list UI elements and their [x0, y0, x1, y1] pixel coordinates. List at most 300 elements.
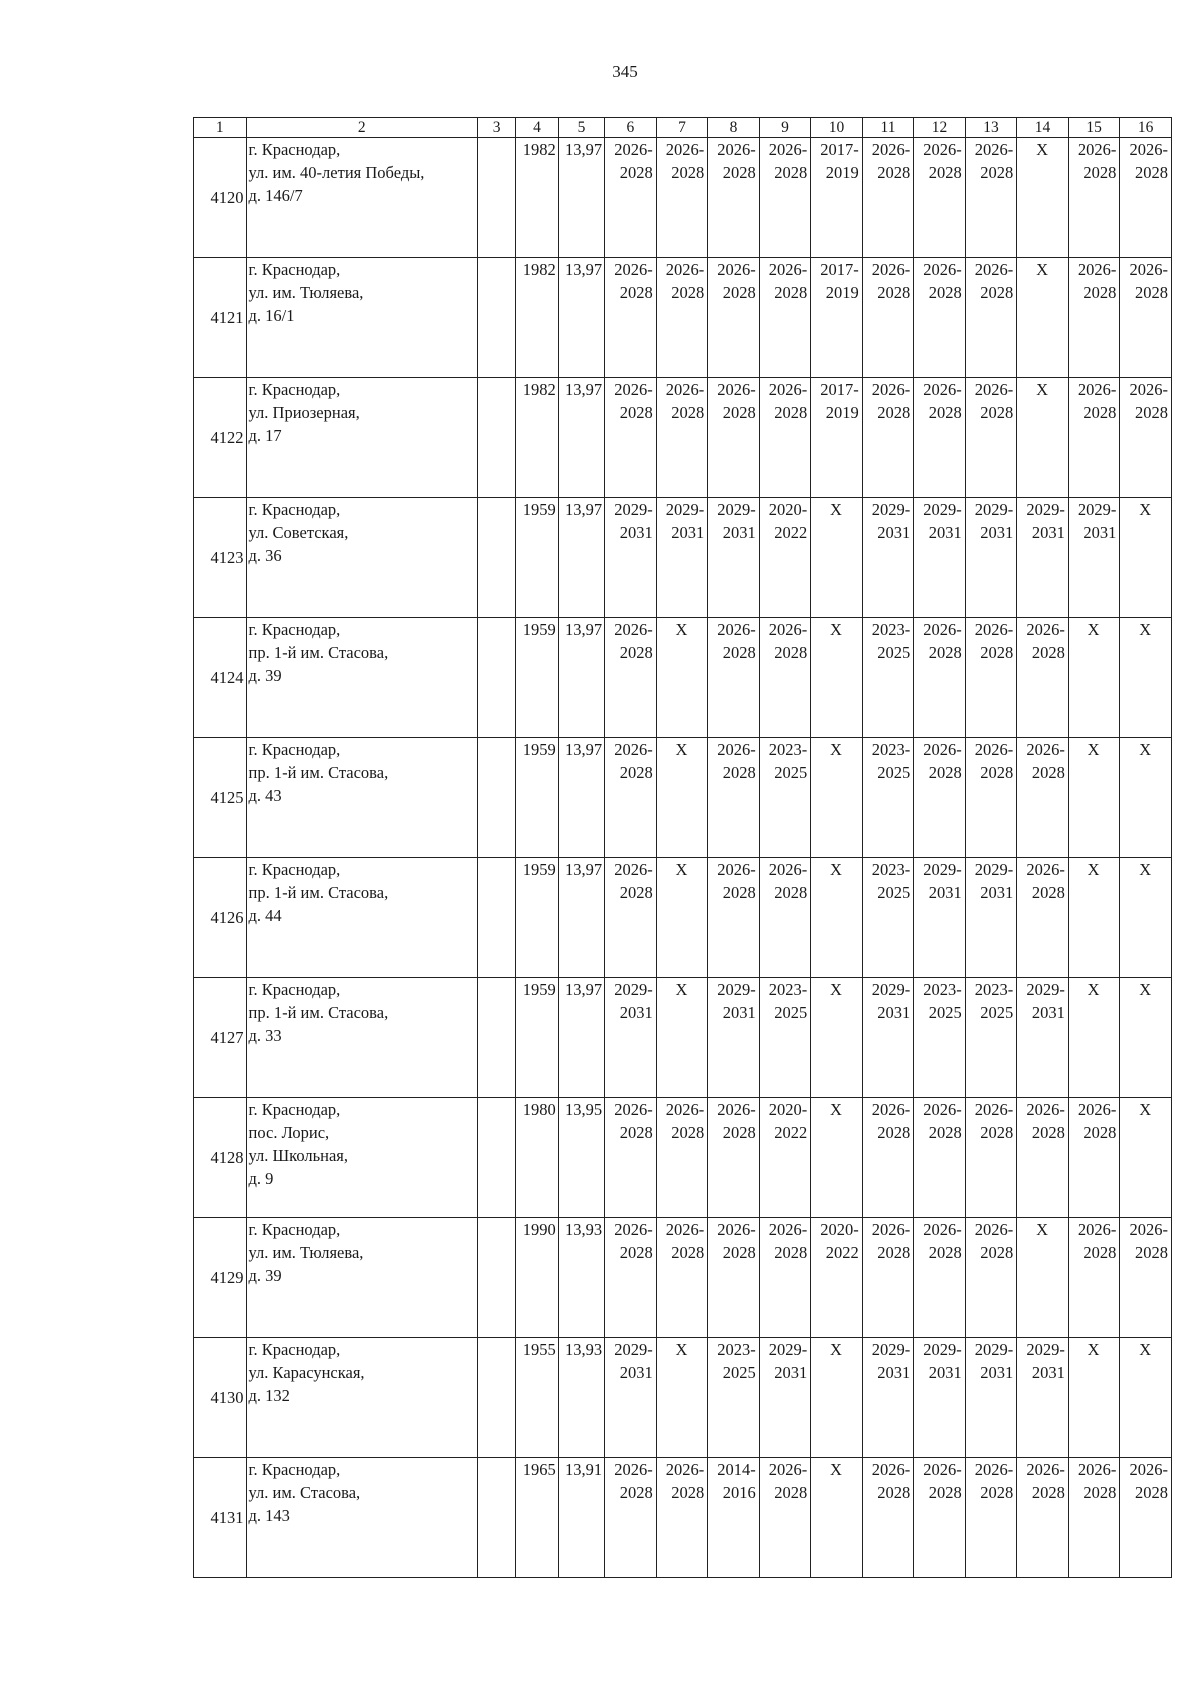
row-number-cell: [194, 1338, 247, 1458]
period-cell-text: X: [830, 1340, 842, 1359]
period-cell: [656, 858, 708, 978]
period-cell: [1068, 138, 1120, 258]
period-cell: [811, 618, 863, 738]
period-cell: [1068, 258, 1120, 378]
period-cell-text: 2026- 2028: [614, 1100, 653, 1142]
column-3-cell: [477, 1338, 515, 1458]
period-cell-text: 2029- 2031: [614, 500, 653, 542]
period-cell: [708, 258, 760, 378]
wear-cell-text: 13,93: [565, 1220, 603, 1239]
header-row: [194, 118, 1172, 138]
column-3-cell: [477, 498, 515, 618]
period-cell-text: 2026- 2028: [1129, 1220, 1168, 1262]
period-cell: [965, 1338, 1017, 1458]
address-cell: [246, 138, 477, 258]
period-cell-text: X: [675, 620, 688, 639]
wear-cell-text: 13,97: [565, 620, 603, 639]
period-cell: [914, 258, 966, 378]
period-cell: [708, 1338, 760, 1458]
address-cell-text: г. Краснодар, ул. им. Тюляева, д. 39: [248, 1220, 364, 1285]
period-cell: [708, 618, 760, 738]
period-cell: [811, 978, 863, 1098]
row-number-cell-text: 4127: [210, 1028, 244, 1047]
period-cell: [965, 138, 1017, 258]
table-row: [194, 1338, 1172, 1458]
period-cell: [1068, 1098, 1120, 1218]
period-cell-text: 2026- 2028: [614, 740, 653, 782]
period-cell-text: 2026- 2028: [871, 1460, 911, 1502]
period-cell: [1017, 1458, 1069, 1578]
period-cell-text: 2026- 2028: [717, 260, 756, 302]
period-cell-text: 2029- 2031: [1026, 980, 1065, 1022]
row-number-cell: [194, 858, 247, 978]
period-cell-text: 2029- 2031: [871, 980, 911, 1022]
address-cell-text: г. Краснодар, пр. 1-й им. Стасова, д. 43: [248, 740, 389, 805]
period-cell-text: 2017- 2019: [820, 380, 859, 422]
period-cell-text: 2029- 2031: [974, 860, 1014, 902]
period-cell-text: 2026- 2028: [974, 1220, 1014, 1262]
period-cell-text: 2026- 2028: [871, 140, 911, 182]
period-cell: [1068, 858, 1120, 978]
period-cell: [965, 378, 1017, 498]
wear-cell-text: 13,97: [565, 980, 603, 999]
period-cell-text: 2026- 2028: [974, 740, 1014, 782]
period-cell-text: X: [1139, 500, 1152, 519]
period-cell-text: 2026- 2028: [768, 1220, 808, 1262]
period-cell: [914, 378, 966, 498]
period-cell: [914, 1098, 966, 1218]
period-cell-text: 2026- 2028: [768, 140, 808, 182]
address-cell-text: г. Краснодар, пр. 1-й им. Стасова, д. 44: [248, 860, 389, 925]
period-cell-text: 2026- 2028: [1026, 1460, 1065, 1502]
period-cell-text: 2026- 2028: [923, 1460, 962, 1502]
period-cell-text: 2023- 2025: [871, 620, 911, 662]
period-cell: [759, 138, 811, 258]
column-header: 16: [1120, 118, 1172, 138]
column-3-cell: [477, 978, 515, 1098]
column-header: 4: [516, 118, 558, 138]
year-cell-text: 1959: [522, 740, 556, 759]
period-cell-text: X: [675, 740, 688, 759]
year-cell-text: 1982: [522, 380, 556, 399]
period-cell-text: X: [830, 500, 842, 519]
period-cell-text: 2026- 2028: [614, 1460, 653, 1502]
wear-cell: [558, 738, 604, 858]
period-cell: [1120, 858, 1172, 978]
period-cell: [708, 1218, 760, 1338]
column-header: 1: [194, 118, 247, 138]
year-cell: [516, 1098, 558, 1218]
table-row: [194, 738, 1172, 858]
wear-cell-text: 13,97: [565, 260, 603, 279]
address-cell: [246, 1098, 477, 1218]
period-cell: [862, 978, 914, 1098]
period-cell-text: 2026- 2028: [871, 1100, 911, 1142]
period-cell-text: 2026- 2028: [1077, 380, 1117, 422]
column-3-cell: [477, 138, 515, 258]
period-cell: [1068, 498, 1120, 618]
period-cell-text: 2026- 2028: [974, 380, 1014, 422]
period-cell: [1017, 258, 1069, 378]
period-cell-text: X: [1139, 1340, 1152, 1359]
period-cell: [1017, 1098, 1069, 1218]
period-cell-text: 2026- 2028: [665, 1220, 705, 1262]
year-cell-text: 1955: [522, 1340, 556, 1359]
period-cell: [759, 498, 811, 618]
wear-cell-text: 13,97: [565, 140, 603, 159]
row-number-cell: [194, 1218, 247, 1338]
period-cell: [759, 258, 811, 378]
year-cell: [516, 138, 558, 258]
period-cell-text: X: [675, 1340, 688, 1359]
period-cell: [708, 498, 760, 618]
table-row: [194, 138, 1172, 258]
row-number-cell-text: 4130: [210, 1388, 244, 1407]
period-cell-text: 2029- 2031: [871, 1340, 911, 1382]
period-cell: [862, 618, 914, 738]
period-cell: [914, 978, 966, 1098]
period-cell-text: 2023- 2025: [768, 980, 808, 1022]
period-cell: [1120, 378, 1172, 498]
column-3-cell: [477, 858, 515, 978]
address-cell-text: г. Краснодар, ул. Советская, д. 36: [248, 500, 349, 565]
period-cell: [914, 1338, 966, 1458]
period-cell-text: 2014- 2016: [717, 1460, 756, 1502]
row-number-cell: [194, 378, 247, 498]
period-cell: [1120, 1338, 1172, 1458]
period-cell-text: 2026- 2028: [717, 1100, 756, 1142]
period-cell: [1120, 1098, 1172, 1218]
wear-cell: [558, 1218, 604, 1338]
period-cell: [862, 1098, 914, 1218]
period-cell-text: X: [1087, 740, 1100, 759]
period-cell: [605, 1458, 657, 1578]
period-cell: [708, 858, 760, 978]
period-cell: [965, 258, 1017, 378]
period-cell-text: 2020- 2022: [768, 500, 808, 542]
address-cell: [246, 1218, 477, 1338]
period-cell: [811, 1458, 863, 1578]
period-cell-text: X: [1036, 260, 1049, 279]
period-cell-text: 2026- 2028: [665, 380, 705, 422]
period-cell: [811, 738, 863, 858]
period-cell-text: X: [1087, 860, 1100, 879]
period-cell: [759, 618, 811, 738]
period-cell-text: 2023- 2025: [871, 740, 911, 782]
period-cell: [862, 858, 914, 978]
period-cell: [914, 138, 966, 258]
table-row: [194, 858, 1172, 978]
row-number-cell: [194, 258, 247, 378]
period-cell-text: 2023- 2025: [717, 1340, 756, 1382]
period-cell-text: X: [675, 860, 688, 879]
period-cell: [605, 1098, 657, 1218]
period-cell-text: 2026- 2028: [665, 140, 705, 182]
table-row: [194, 618, 1172, 738]
page-number: 345: [612, 62, 638, 81]
column-header: 3: [477, 118, 515, 138]
period-cell: [605, 858, 657, 978]
period-cell: [656, 138, 708, 258]
period-cell-text: 2026- 2028: [1026, 620, 1065, 662]
row-number-cell-text: 4131: [210, 1508, 244, 1527]
period-cell-text: 2023- 2025: [768, 740, 808, 782]
column-header: 10: [811, 118, 863, 138]
row-number-cell: [194, 618, 247, 738]
column-3-cell: [477, 738, 515, 858]
address-cell: [246, 978, 477, 1098]
period-cell-text: X: [1139, 980, 1152, 999]
period-cell-text: X: [830, 1460, 842, 1479]
period-cell-text: 2026- 2028: [923, 380, 962, 422]
period-cell-text: X: [1139, 1100, 1152, 1119]
period-cell-text: 2026- 2028: [871, 380, 911, 422]
year-cell-text: 1959: [522, 860, 556, 879]
period-cell-text: 2029- 2031: [1026, 1340, 1065, 1382]
period-cell-text: 2026- 2028: [871, 1220, 911, 1262]
period-cell: [811, 138, 863, 258]
period-cell: [914, 618, 966, 738]
period-cell: [656, 1218, 708, 1338]
column-header: 14: [1017, 118, 1069, 138]
period-cell: [708, 978, 760, 1098]
period-cell-text: X: [830, 980, 842, 999]
period-cell-text: 2026- 2028: [665, 260, 705, 302]
period-cell: [1017, 378, 1069, 498]
period-cell-text: 2026- 2028: [1026, 740, 1065, 782]
period-cell-text: 2029- 2031: [871, 500, 911, 542]
period-cell-text: X: [1087, 620, 1100, 639]
period-cell: [862, 378, 914, 498]
row-number-cell-text: 4124: [210, 668, 244, 687]
year-cell: [516, 498, 558, 618]
year-cell: [516, 1218, 558, 1338]
period-cell: [965, 978, 1017, 1098]
period-cell-text: 2029- 2031: [1026, 500, 1065, 542]
period-cell-text: 2023- 2025: [923, 980, 962, 1022]
period-cell-text: 2026- 2028: [974, 1100, 1014, 1142]
period-cell: [1120, 618, 1172, 738]
period-cell: [862, 498, 914, 618]
address-cell: [246, 1338, 477, 1458]
period-cell: [862, 138, 914, 258]
wear-cell-text: 13,97: [565, 860, 603, 879]
period-cell: [708, 1458, 760, 1578]
period-cell: [1068, 978, 1120, 1098]
period-cell-text: 2029- 2031: [923, 860, 962, 902]
period-cell: [656, 378, 708, 498]
address-cell: [246, 738, 477, 858]
period-cell-text: 2026- 2028: [1077, 260, 1117, 302]
period-cell-text: 2020- 2022: [820, 1220, 859, 1262]
period-cell: [914, 858, 966, 978]
period-cell-text: 2026- 2028: [614, 260, 653, 302]
address-cell-text: г. Краснодар, ул. им. Тюляева, д. 16/1: [248, 260, 364, 325]
period-cell: [656, 258, 708, 378]
period-cell-text: 2029- 2031: [665, 500, 705, 542]
period-cell-text: 2026- 2028: [923, 740, 962, 782]
period-cell: [656, 1458, 708, 1578]
table-row: [194, 258, 1172, 378]
period-cell: [759, 1338, 811, 1458]
row-number-cell: [194, 738, 247, 858]
register-table: [193, 117, 1172, 1578]
period-cell-text: 2020- 2022: [768, 1100, 808, 1142]
wear-cell: [558, 498, 604, 618]
column-header: 12: [914, 118, 966, 138]
period-cell: [605, 618, 657, 738]
row-number-cell-text: 4126: [210, 908, 244, 927]
period-cell: [914, 498, 966, 618]
column-header: 7: [656, 118, 708, 138]
wear-cell-text: 13,97: [565, 380, 603, 399]
period-cell: [862, 1218, 914, 1338]
period-cell: [965, 858, 1017, 978]
table-row: [194, 378, 1172, 498]
period-cell-text: X: [1087, 980, 1100, 999]
period-cell: [656, 978, 708, 1098]
period-cell: [862, 738, 914, 858]
period-cell-text: 2026- 2028: [1129, 380, 1168, 422]
period-cell: [759, 978, 811, 1098]
period-cell-text: 2026- 2028: [768, 380, 808, 422]
period-cell-text: 2026- 2028: [614, 140, 653, 182]
period-cell: [1120, 738, 1172, 858]
period-cell-text: 2029- 2031: [923, 500, 962, 542]
period-cell-text: 2026- 2028: [768, 620, 808, 662]
period-cell-text: 2026- 2028: [717, 140, 756, 182]
table-row: [194, 978, 1172, 1098]
period-cell: [1017, 1338, 1069, 1458]
address-cell-text: г. Краснодар, ул. им. 40-летия Победы, д. 146/7: [248, 140, 425, 205]
period-cell: [1120, 258, 1172, 378]
period-cell-text: 2026- 2028: [923, 620, 962, 662]
year-cell: [516, 978, 558, 1098]
address-cell-text: г. Краснодар, пос. Лорис, ул. Школьная, д. 9: [248, 1100, 349, 1188]
period-cell-text: 2026- 2028: [1129, 140, 1168, 182]
period-cell: [862, 258, 914, 378]
period-cell: [1120, 138, 1172, 258]
period-cell-text: X: [675, 980, 688, 999]
period-cell-text: 2017- 2019: [820, 140, 859, 182]
period-cell: [656, 1338, 708, 1458]
period-cell-text: 2026- 2028: [1026, 1100, 1065, 1142]
period-cell: [656, 1098, 708, 1218]
year-cell-text: 1990: [522, 1220, 556, 1239]
period-cell-text: 2029- 2031: [923, 1340, 962, 1382]
period-cell-text: 2026- 2028: [974, 620, 1014, 662]
period-cell-text: 2029- 2031: [717, 500, 756, 542]
wear-cell: [558, 378, 604, 498]
period-cell-text: 2029- 2031: [768, 1340, 808, 1382]
period-cell-text: 2026- 2028: [1026, 860, 1065, 902]
period-cell: [811, 858, 863, 978]
year-cell-text: 1959: [522, 980, 556, 999]
period-cell-text: X: [830, 1100, 842, 1119]
wear-cell: [558, 1338, 604, 1458]
period-cell: [965, 618, 1017, 738]
period-cell-text: 2026- 2028: [1077, 1100, 1117, 1142]
period-cell-text: 2026- 2028: [768, 1460, 808, 1502]
period-cell-text: 2029- 2031: [1077, 500, 1117, 542]
period-cell: [914, 1458, 966, 1578]
period-cell: [1017, 858, 1069, 978]
column-3-cell: [477, 1458, 515, 1578]
address-cell-text: г. Краснодар, ул. Карасунская, д. 132: [248, 1340, 365, 1405]
row-number-cell: [194, 498, 247, 618]
wear-cell: [558, 978, 604, 1098]
column-header: 11: [862, 118, 914, 138]
period-cell-text: 2029- 2031: [974, 1340, 1014, 1382]
year-cell-text: 1982: [522, 140, 556, 159]
period-cell-text: 2026- 2028: [717, 620, 756, 662]
column-3-cell: [477, 1098, 515, 1218]
period-cell: [1017, 978, 1069, 1098]
period-cell-text: 2029- 2031: [614, 980, 653, 1022]
row-number-cell-text: 4120: [210, 188, 244, 207]
period-cell: [1068, 618, 1120, 738]
period-cell: [656, 618, 708, 738]
period-cell-text: 2026- 2028: [974, 260, 1014, 302]
period-cell: [1017, 498, 1069, 618]
row-number-cell-text: 4128: [210, 1148, 244, 1167]
year-cell: [516, 1338, 558, 1458]
column-3-cell: [477, 378, 515, 498]
column-header: 2: [246, 118, 477, 138]
period-cell: [708, 1098, 760, 1218]
period-cell-text: 2026- 2028: [1077, 140, 1117, 182]
wear-cell: [558, 858, 604, 978]
period-cell: [759, 1098, 811, 1218]
period-cell: [656, 738, 708, 858]
period-cell: [759, 378, 811, 498]
address-cell: [246, 858, 477, 978]
year-cell: [516, 1458, 558, 1578]
column-header: 6: [605, 118, 657, 138]
year-cell-text: 1982: [522, 260, 556, 279]
period-cell-text: X: [1036, 1220, 1049, 1239]
address-cell-text: г. Краснодар, пр. 1-й им. Стасова, д. 39: [248, 620, 389, 685]
wear-cell: [558, 138, 604, 258]
period-cell: [1068, 1338, 1120, 1458]
wear-cell-text: 13,93: [565, 1340, 603, 1359]
wear-cell: [558, 258, 604, 378]
year-cell-text: 1959: [522, 500, 556, 519]
period-cell-text: 2026- 2028: [717, 380, 756, 422]
period-cell: [1120, 1458, 1172, 1578]
column-header: 8: [708, 118, 760, 138]
row-number-cell-text: 4125: [210, 788, 244, 807]
period-cell-text: X: [1036, 140, 1049, 159]
period-cell: [1017, 1218, 1069, 1338]
year-cell: [516, 738, 558, 858]
period-cell: [605, 738, 657, 858]
period-cell-text: 2026- 2028: [923, 260, 962, 302]
table-row: [194, 1098, 1172, 1218]
period-cell: [605, 498, 657, 618]
period-cell: [811, 1338, 863, 1458]
period-cell: [605, 258, 657, 378]
period-cell-text: 2026- 2028: [614, 860, 653, 902]
period-cell-text: 2026- 2028: [717, 740, 756, 782]
address-cell: [246, 618, 477, 738]
address-cell-text: г. Краснодар, пр. 1-й им. Стасова, д. 33: [248, 980, 389, 1045]
period-cell: [914, 738, 966, 858]
row-number-cell: [194, 1098, 247, 1218]
period-cell-text: 2023- 2025: [974, 980, 1014, 1022]
period-cell-text: 2026- 2028: [614, 620, 653, 662]
period-cell: [811, 258, 863, 378]
